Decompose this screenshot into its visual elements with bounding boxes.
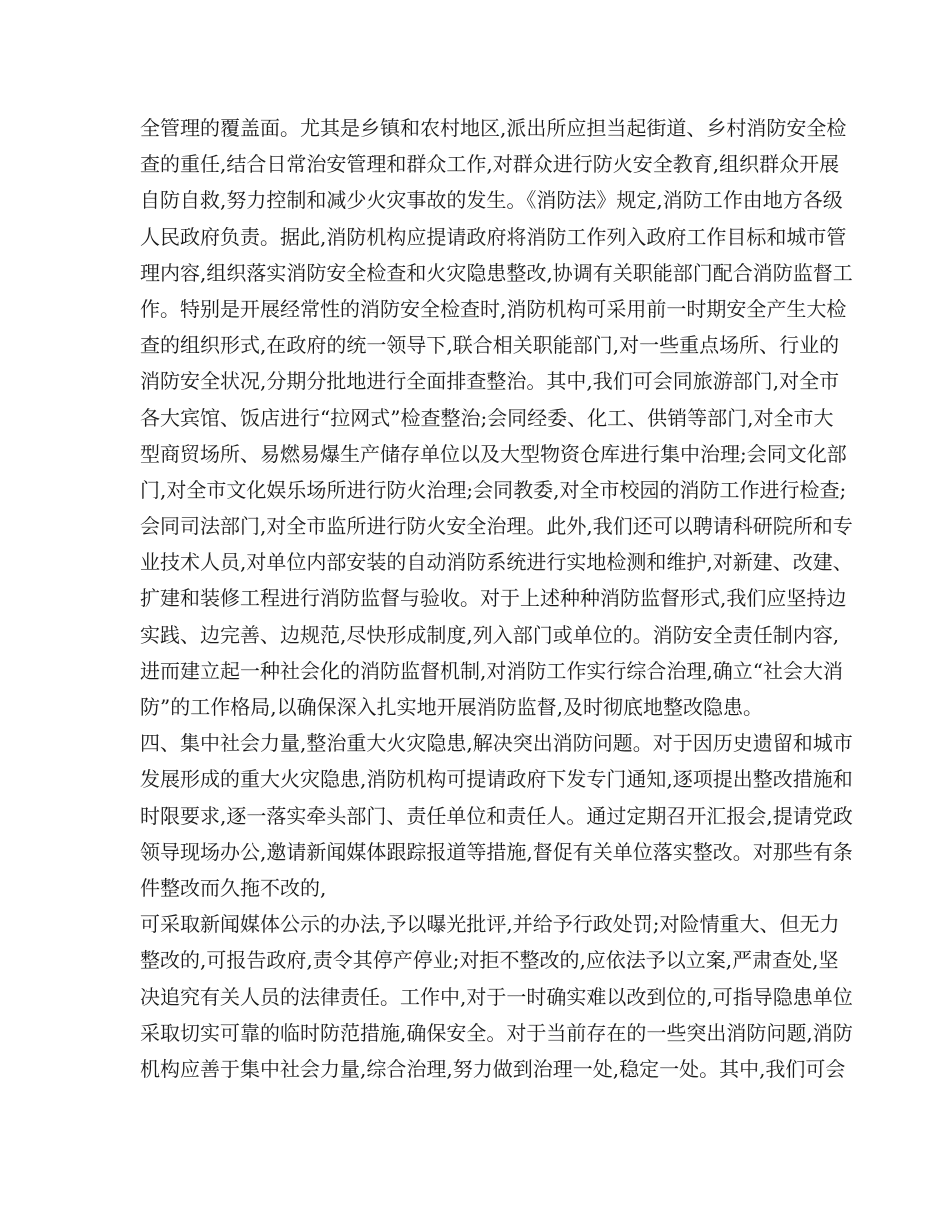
text-line: 实践、边完善、边规范,尽快形成制度,列入部门或单位的。消防安全责任制内容,: [140, 622, 840, 647]
text-line: 会同司法部门,对全市监所进行防火安全治理。此外,我们还可以聘请科研院所和专: [140, 514, 853, 539]
text-line: 消防安全状况,分期分批地进行全面排查整治。其中,我们可会同旅游部门,对全市: [140, 369, 840, 394]
text-line: 防”的工作格局,以确保深入扎实地开展消防监督,及时彻底地整改隐患。: [140, 695, 763, 719]
text-line: 查的重任,结合日常治安管理和群众工作,对群众进行防火安全教育,组织群众开展: [140, 152, 840, 177]
text-line: 查的组织形式,在政府的统一领导下,联合相关职能部门,对一些重点场所、行业的: [140, 333, 840, 358]
text-line: 全管理的覆盖面。尤其是乡镇和农村地区,派出所应担当起街道、乡村消防安全检: [140, 116, 847, 140]
text-line: 进而建立起一种社会化的消防监督机制,对消防工作实行综合治理,确立“社会大消: [140, 658, 843, 683]
text-line: 型商贸场所、易燃易爆生产储存单位以及大型物资仓库进行集中治理;会同文化部: [140, 441, 847, 466]
text-line: 发展形成的重大火灾隐患,消防机构可提请政府下发专门通知,逐项提出整改措施和: [140, 767, 853, 792]
text-line: 领导现场办公,邀请新闻媒体跟踪报道等措施,督促有关单位落实整改。对那些有条: [140, 839, 853, 864]
text-line: 整改的,可报告政府,责令其停产停业;对拒不整改的,应依法予以立案,严肃查处,坚: [140, 948, 839, 973]
text-line: 采取切实可靠的临时防范措施,确保安全。对于当前存在的一些突出消防问题,消防: [140, 1020, 853, 1045]
text-line: 四、集中社会力量,整治重大火灾隐患,解决突出消防问题。对于因历史遗留和城市: [140, 731, 853, 756]
text-line: 扩建和装修工程进行消防监督与验收。对于上述种种消防监督形式,我们应坚持边: [140, 586, 847, 611]
text-line: 时限要求,逐一落实牵头部门、责任单位和责任人。通过定期召开汇报会,提请党政: [140, 803, 853, 828]
text-line: 自防自救,努力控制和减少火灾事故的发生。《消防法》规定,消防工作由地方各级: [140, 188, 843, 213]
text-line: 作。特别是开展经常性的消防安全检查时,消防机构可采用前一时期安全产生大检: [140, 296, 847, 321]
text-line: 门,对全市文化娱乐场所进行防火治理;会同教委,对全市校园的消防工作进行检查;: [140, 477, 847, 502]
text-line: 件整改而久拖不改的,: [140, 875, 327, 900]
text-line: 机构应善于集中社会力量,综合治理,努力做到治理一处,稳定一处。其中,我们可会: [140, 1056, 846, 1081]
text-line: 可采取新闻媒体公示的办法,予以曝光批评,并给予行政处罚;对险情重大、但无力: [140, 912, 840, 937]
text-line: 业技术人员,对单位内部安装的自动消防系统进行实地检测和维护,对新建、改建、: [140, 550, 853, 575]
document-body: [140, 110, 853, 1087]
text-line: 理内容,组织落实消防安全检查和火灾隐患整改,协调有关职能部门配合消防监督工: [140, 260, 853, 285]
text-line: 各大宾馆、饭店进行“拉网式”检查整治;会同经委、化工、供销等部门,对全市大: [140, 405, 834, 430]
text-line: 人民政府负责。据此,消防机构应提请政府将消防工作列入政府工作目标和城市管: [140, 224, 847, 249]
text-line: 决追究有关人员的法律责任。工作中,对于一时确实难以改到位的,可指导隐患单位: [140, 984, 853, 1009]
